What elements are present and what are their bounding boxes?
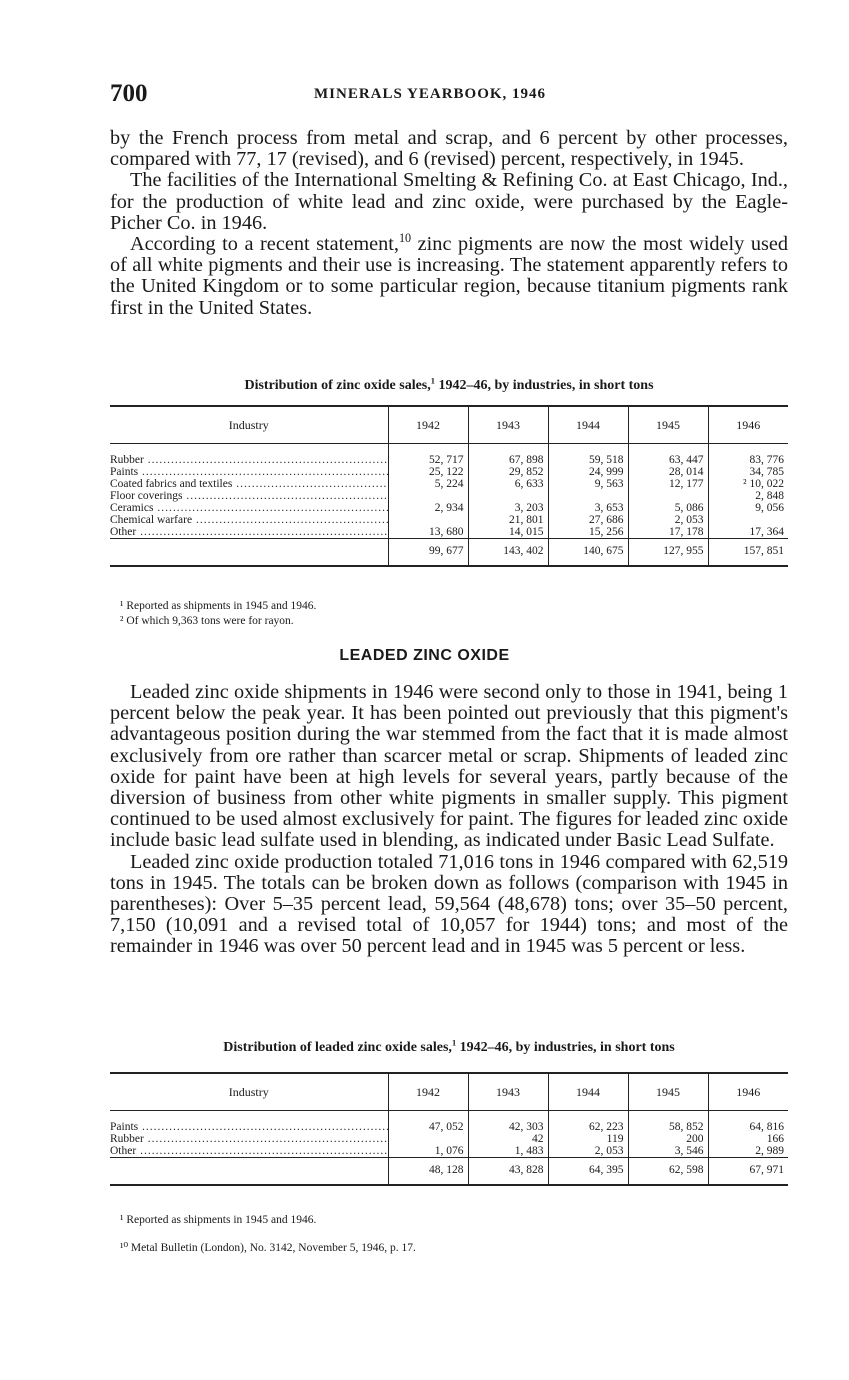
row-label: Other bbox=[110, 526, 137, 538]
row-label: Coated fabrics and textiles bbox=[110, 478, 233, 490]
column-header: 1944 bbox=[548, 406, 628, 444]
row-label: Floor coverings bbox=[110, 490, 183, 502]
paragraph: Leaded zinc oxide production totaled 71,016 tons in 1946 compared with 62,519 tons in 1945. The totals can be broken down as follows (comparison with 1945 in parentheses): Over 5–35 percent lead, 59,564 (48,678) tons; over 35–50 percent, 7,150 (10,091 and a revised total of 10,057 for 1944) tons; and most of the remainder in 1946 was over 50 percent lead and in 1945 was 5 percent or less. bbox=[110, 850, 788, 958]
section-heading: LEADED ZINC OXIDE bbox=[339, 647, 510, 664]
leaded-zinc-text bbox=[110, 682, 788, 958]
table-footnote: ¹ Reported as shipments in 1945 and 1946. bbox=[120, 600, 317, 612]
row-label: Rubber bbox=[110, 1133, 144, 1145]
intro-text bbox=[110, 128, 788, 319]
row-label: Paints bbox=[110, 1121, 139, 1133]
row-label: Paints bbox=[110, 466, 139, 478]
table-row: Chemical warfare ..... 21, 801 27, 686 2, 053 bbox=[110, 514, 788, 526]
table-row: Ceramics ..... 2, 934 3, 203 3, 653 5, 086 9, 056 bbox=[110, 502, 788, 514]
column-header: 1943 bbox=[468, 1073, 548, 1111]
page-number: 700 bbox=[110, 80, 148, 107]
paragraph: by the French process from metal and scrap, and 6 percent by other processes, compared with 77, 17 (revised), and 6 (revised) percent, respectively, in 1945. bbox=[110, 127, 788, 171]
table-row: Rubber ..... 52, 717 67, 898 59, 518 63, 447 83, 776 bbox=[110, 454, 788, 466]
paragraph: The facilities of the International Smelting & Refining Co. at East Chicago, Ind., for the production of white lead and zinc oxide, were purchased by the Eagle-Picher Co. in 1946. bbox=[110, 169, 788, 234]
table-header-row bbox=[110, 1073, 788, 1111]
table-header-row bbox=[110, 406, 788, 444]
page-footnote: ¹⁰ Metal Bulletin (London), No. 3142, November 5, 1946, p. 17. bbox=[120, 1242, 416, 1254]
paragraph: Leaded zinc oxide shipments in 1946 were second only to those in 1941, being 1 percent below the peak year. It has been pointed out previously that this pigment's advantageous position during the war stemmed from the fact that it is made almost exclusively from ore rather than scarcer metal or scrap. Shipments of leaded zinc oxide for paint have been at high levels for several years, partly because of the diversion of business from other white pigments in smaller supply. This pigment continued to be used almost exclusively for paint. The figures for leaded zinc oxide include basic lead sulfate used in blending, as indicated under Basic Lead Sulfate. bbox=[110, 681, 788, 852]
table-total-row: 48, 128 43, 828 64, 395 62, 598 67, 971 bbox=[110, 1158, 788, 1186]
leaded-table-title: Distribution of leaded zinc oxide sales,$^1$ 1942–46, by industries, in short tons bbox=[223, 1038, 675, 1055]
table-footnote: ¹ Reported as shipments in 1945 and 1946. bbox=[120, 1214, 317, 1226]
column-header: 1945 bbox=[628, 1073, 708, 1111]
table-row: Paints ..... 25, 122 29, 852 24, 999 28, 014 34, 785 bbox=[110, 466, 788, 478]
row-label: Chemical warfare bbox=[110, 514, 193, 526]
column-header: 1943 bbox=[468, 406, 548, 444]
column-header: Industry bbox=[110, 406, 388, 444]
zinc-oxide-table bbox=[110, 405, 788, 567]
table-row: Coated fabrics and textiles ..... 5, 224 6, 633 9, 563 12, 177 ² 10, 022 bbox=[110, 478, 788, 490]
table-row: Paints ..... 47, 052 42, 303 62, 223 58, 852 64, 816 bbox=[110, 1121, 788, 1133]
column-header: 1946 bbox=[708, 406, 788, 444]
table-row: Rubber ..... 42 119 200 166 bbox=[110, 1133, 788, 1145]
column-header: 1945 bbox=[628, 406, 708, 444]
table-total-row: 99, 677 143, 402 140, 675 127, 955 157, 851 bbox=[110, 539, 788, 567]
table-footnote: ² Of which 9,363 tons were for rayon. bbox=[120, 615, 294, 627]
table-row: Other ..... 1, 076 1, 483 2, 053 3, 546 2, 989 bbox=[110, 1145, 788, 1158]
running-head bbox=[110, 80, 790, 112]
footnote-ref: 10 bbox=[398, 231, 412, 246]
column-header: 1944 bbox=[548, 1073, 628, 1111]
row-label: Other bbox=[110, 1145, 137, 1157]
row-label: Ceramics bbox=[110, 502, 154, 514]
column-header: 1942 bbox=[388, 406, 468, 444]
running-title: MINERALS YEARBOOK, 1946 bbox=[314, 86, 547, 102]
column-header: 1946 bbox=[708, 1073, 788, 1111]
column-header: Industry bbox=[110, 1073, 388, 1111]
row-label: Rubber bbox=[110, 454, 144, 466]
zinc-oxide-table-title: Distribution of zinc oxide sales,$^1$ 1942–46, by industries, in short tons bbox=[244, 376, 654, 393]
paragraph: According to a recent statement,$^{10}$ zinc pigments are now the most widely used of all white pigments and their use is increasing. The statement apparently refers to the United Kingdom or to some particular region, because titanium pigments rank first in the United States. bbox=[110, 231, 789, 319]
column-header: 1942 bbox=[388, 1073, 468, 1111]
table-row: Other ..... 13, 680 14, 015 15, 256 17, 178 17, 364 bbox=[110, 526, 788, 539]
table-row: Floor coverings ..... 2, 848 bbox=[110, 490, 788, 502]
leaded-zinc-oxide-table bbox=[110, 1072, 788, 1186]
